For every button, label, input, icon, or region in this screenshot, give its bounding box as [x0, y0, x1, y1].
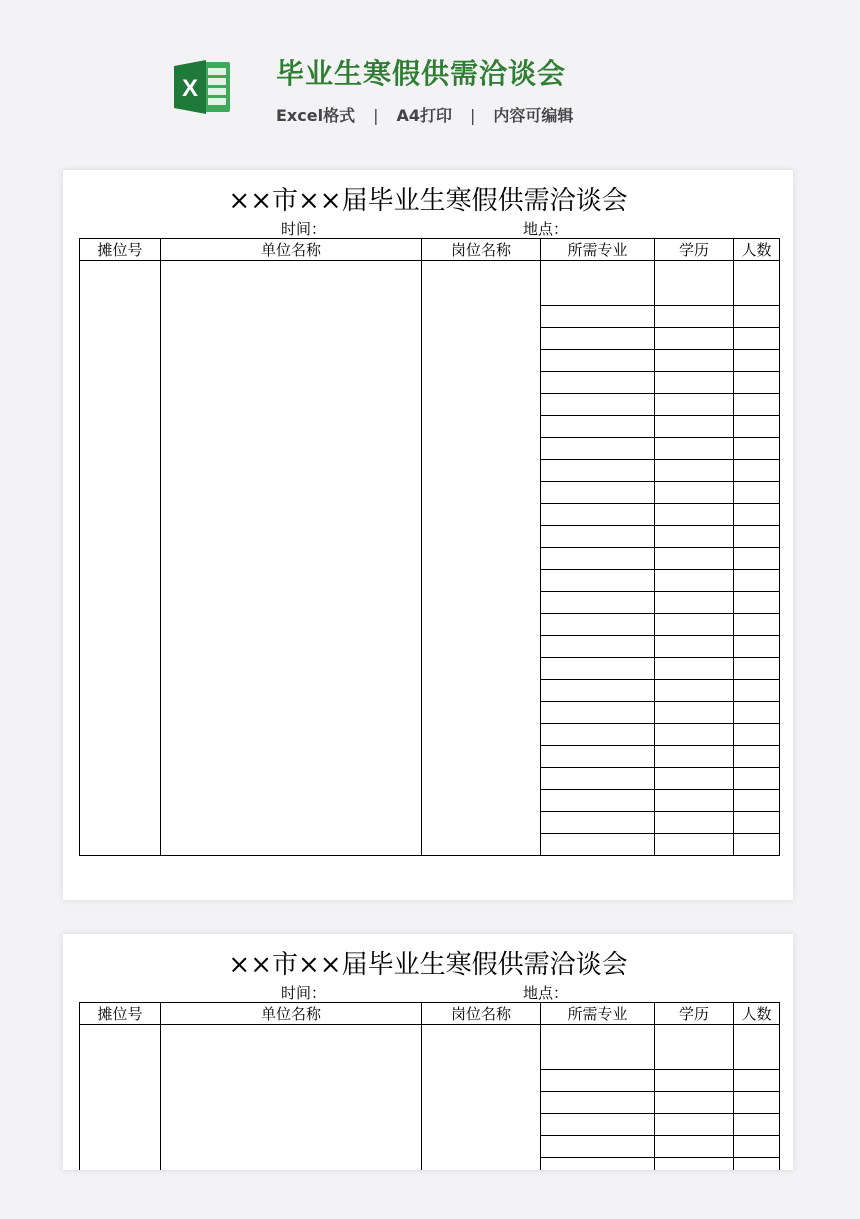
- sheet-preview-1: [63, 170, 793, 900]
- time-label: 时间：: [281, 220, 327, 238]
- table-cell: [541, 834, 655, 856]
- tag-separator: |: [470, 106, 476, 125]
- format-tags: [276, 103, 573, 126]
- table-cell: [541, 724, 655, 746]
- table-header-row: [80, 1003, 780, 1025]
- merged-cell: [422, 1025, 541, 1171]
- place-label: 地点：: [523, 984, 569, 1002]
- table-cell: [541, 350, 655, 372]
- table-cell: [655, 790, 734, 812]
- table-cell: [541, 1158, 655, 1171]
- table-cell: [655, 768, 734, 790]
- table-cell: [734, 570, 780, 592]
- tag-separator: |: [373, 106, 379, 125]
- table-cell: [734, 261, 780, 306]
- table-cell: [655, 504, 734, 526]
- time-label: 时间：: [281, 984, 327, 1002]
- table-cell: [541, 261, 655, 306]
- table-cell: [734, 350, 780, 372]
- document-title: ××市××届毕业生寒假供需洽谈会: [228, 950, 628, 980]
- table-cell: [541, 394, 655, 416]
- table-cell: [655, 328, 734, 350]
- table-body: [80, 1025, 780, 1171]
- column-header: 单位名称: [161, 1003, 422, 1025]
- table-cell: [541, 1092, 655, 1114]
- table-cell: [655, 1092, 734, 1114]
- column-header: 岗位名称: [422, 1003, 541, 1025]
- table-cell: [541, 548, 655, 570]
- column-header: 摊位号: [80, 1003, 161, 1025]
- merged-cell: [80, 1025, 161, 1171]
- table-cell: [734, 372, 780, 394]
- table-cell: [655, 1114, 734, 1136]
- column-header: 岗位名称: [422, 239, 541, 261]
- table-cell: [734, 1158, 780, 1171]
- table-cell: [541, 460, 655, 482]
- table-cell: [734, 614, 780, 636]
- booth-table: [79, 1002, 780, 1170]
- table-cell: [541, 570, 655, 592]
- table-cell: [541, 614, 655, 636]
- tag-a4-print: A4打印: [396, 106, 452, 125]
- table-cell: [734, 790, 780, 812]
- table-cell: [541, 636, 655, 658]
- place-label: 地点：: [523, 220, 569, 238]
- table-cell: [541, 658, 655, 680]
- svg-text:X: X: [181, 75, 199, 102]
- table-cell: [541, 482, 655, 504]
- booth-table: [79, 238, 780, 856]
- table-cell: [734, 1070, 780, 1092]
- table-cell: [655, 460, 734, 482]
- table-cell: [655, 570, 734, 592]
- column-header: 摊位号: [80, 239, 161, 261]
- page-title: 毕业生寒假供需洽谈会: [276, 57, 567, 90]
- table-cell: [734, 768, 780, 790]
- table-cell: [655, 438, 734, 460]
- table-cell: [734, 394, 780, 416]
- table-cell: [655, 394, 734, 416]
- table-cell: [655, 636, 734, 658]
- table-cell: [541, 1114, 655, 1136]
- table-cell: [734, 746, 780, 768]
- excel-icon: [172, 56, 234, 118]
- table-cell: [541, 1070, 655, 1092]
- table-cell: [734, 328, 780, 350]
- table-cell: [541, 504, 655, 526]
- table-cell: [734, 504, 780, 526]
- table-cell: [541, 746, 655, 768]
- table-cell: [734, 526, 780, 548]
- table-cell: [655, 1136, 734, 1158]
- table-cell: [541, 812, 655, 834]
- table-cell: [734, 680, 780, 702]
- table-cell: [655, 746, 734, 768]
- merged-cell: [161, 1025, 422, 1171]
- table-cell: [655, 702, 734, 724]
- table-cell: [541, 592, 655, 614]
- table-cell: [541, 790, 655, 812]
- column-header: 学历: [655, 239, 734, 261]
- table-cell: [541, 306, 655, 328]
- table-cell: [541, 1136, 655, 1158]
- table-cell: [734, 834, 780, 856]
- column-header: 所需专业: [541, 1003, 655, 1025]
- table-cell: [734, 658, 780, 680]
- column-header: 学历: [655, 1003, 734, 1025]
- table-cell: [734, 1136, 780, 1158]
- table-cell: [734, 1025, 780, 1070]
- table-cell: [734, 812, 780, 834]
- table-cell: [734, 438, 780, 460]
- table-cell: [655, 834, 734, 856]
- table-cell: [655, 416, 734, 438]
- column-header: 单位名称: [161, 239, 422, 261]
- table-header-row: [80, 239, 780, 261]
- table-cell: [734, 636, 780, 658]
- column-header: 人数: [734, 1003, 780, 1025]
- table-cell: [734, 306, 780, 328]
- table-cell: [655, 372, 734, 394]
- table-body: [80, 261, 780, 856]
- tag-excel-format: Excel格式: [276, 106, 356, 125]
- table-cell: [655, 680, 734, 702]
- table-cell: [541, 680, 655, 702]
- table-cell: [655, 482, 734, 504]
- table-cell: [655, 592, 734, 614]
- table-cell: [734, 1114, 780, 1136]
- table-cell: [655, 724, 734, 746]
- table-cell: [734, 592, 780, 614]
- table-row: [80, 261, 780, 306]
- table-cell: [734, 416, 780, 438]
- sheet-preview-2: [63, 934, 793, 1170]
- table-cell: [655, 526, 734, 548]
- table-cell: [734, 460, 780, 482]
- table-cell: [655, 306, 734, 328]
- page-header: [0, 0, 860, 150]
- table-cell: [734, 1092, 780, 1114]
- table-cell: [655, 261, 734, 306]
- table-cell: [655, 812, 734, 834]
- table-cell: [734, 482, 780, 504]
- table-cell: [655, 1025, 734, 1070]
- column-header: 所需专业: [541, 239, 655, 261]
- table-cell: [541, 416, 655, 438]
- table-cell: [655, 614, 734, 636]
- merged-cell: [422, 261, 541, 856]
- table-cell: [655, 1158, 734, 1171]
- table-cell: [541, 526, 655, 548]
- table-row: [80, 1025, 780, 1070]
- table-cell: [541, 328, 655, 350]
- table-cell: [541, 372, 655, 394]
- document-title: ××市××届毕业生寒假供需洽谈会: [228, 186, 628, 216]
- table-cell: [541, 438, 655, 460]
- table-cell: [734, 548, 780, 570]
- table-cell: [541, 768, 655, 790]
- table-cell: [541, 1025, 655, 1070]
- tag-editable: 内容可编辑: [493, 106, 574, 125]
- table-cell: [541, 702, 655, 724]
- table-cell: [655, 1070, 734, 1092]
- table-cell: [734, 702, 780, 724]
- table-cell: [655, 350, 734, 372]
- table-cell: [734, 724, 780, 746]
- table-cell: [655, 548, 734, 570]
- table-cell: [655, 658, 734, 680]
- column-header: 人数: [734, 239, 780, 261]
- merged-cell: [161, 261, 422, 856]
- merged-cell: [80, 261, 161, 856]
